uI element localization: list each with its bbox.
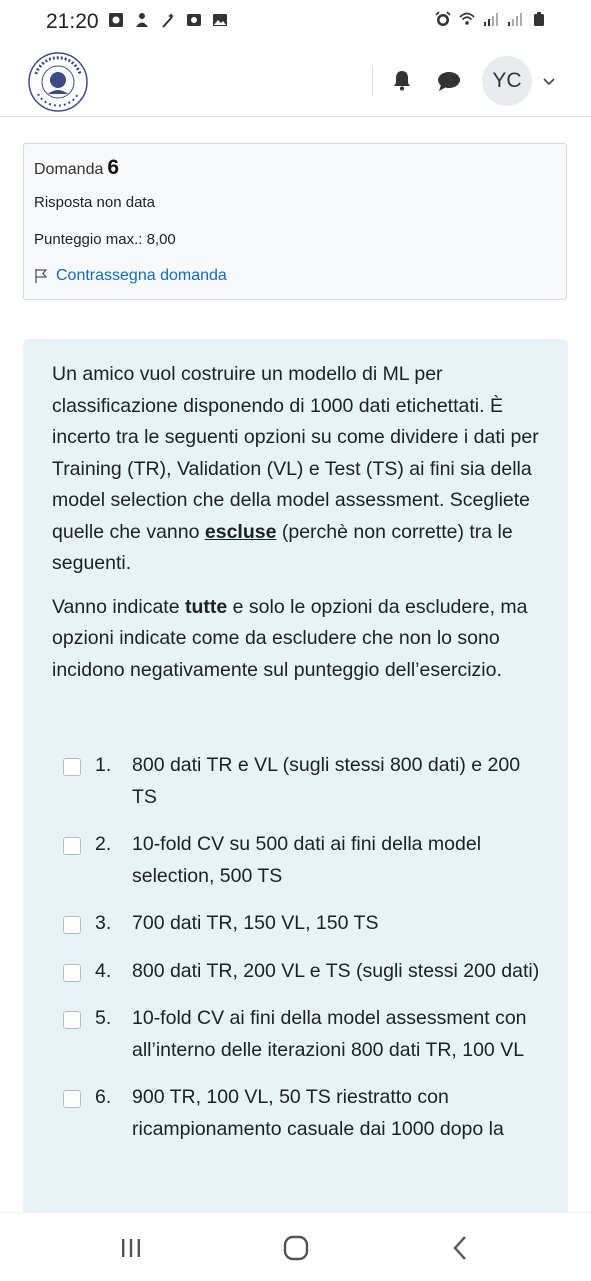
status-bar [0, 0, 591, 44]
question-note-tail: e solo le opzioni da escludere, ma opzioni indicate come da escludere che non lo sono incidono negativamente sul punteggio dell’esercizio. [52, 595, 528, 681]
answer-number: 6. [95, 1086, 112, 1108]
magic-wand-icon [160, 12, 176, 28]
home-icon[interactable] [281, 1233, 311, 1263]
question-label: Domanda [34, 161, 104, 178]
bell-icon[interactable] [390, 68, 414, 92]
back-icon[interactable] [446, 1233, 476, 1263]
answer-option-2[interactable] [63, 829, 553, 892]
wifi-icon [459, 11, 475, 27]
sim-card-icon [108, 12, 124, 28]
answer-number: 3. [95, 912, 112, 934]
hand-wash-icon [134, 12, 150, 28]
question-note-text: Vanno indicate [52, 595, 185, 618]
answer-option-5[interactable] [63, 1003, 553, 1066]
answer-text: 10-fold CV su 500 dati ai fini della model selection, 500 TS [132, 833, 482, 887]
question-title [34, 156, 119, 180]
question-state: Risposta non data [34, 194, 155, 211]
answer-checkbox[interactable] [63, 916, 81, 934]
answer-option-1[interactable] [63, 750, 553, 813]
alarm-icon [435, 11, 451, 27]
status-icons-left [108, 12, 228, 28]
answer-text: 900 TR, 100 VL, 50 TS riestratto con ricampionamento casuale dai 1000 dopo la [132, 1086, 504, 1140]
image-icon [212, 12, 228, 28]
question-number: 6 [107, 156, 120, 179]
navigation-bar [0, 1212, 591, 1281]
answer-option-4[interactable] [63, 956, 553, 988]
question-grade: Punteggio max.: 8,00 [34, 231, 176, 248]
answer-checkbox[interactable] [63, 758, 81, 776]
status-icons-right [435, 11, 547, 27]
answer-number: 2. [95, 833, 112, 855]
question-content [23, 339, 568, 1219]
answer-number: 1. [95, 754, 112, 776]
university-seal-icon[interactable] [26, 50, 90, 114]
answer-text: 800 dati TR e VL (sugli stessi 800 dati) e 200 TS [132, 754, 521, 808]
answer-checkbox[interactable] [63, 964, 81, 982]
question-intro-tail: (perchè non corrette) tra le seguenti. [52, 520, 513, 574]
emphasis-escluse: escluse [204, 520, 277, 543]
recent-apps-icon[interactable] [116, 1233, 146, 1263]
app-header [0, 44, 591, 117]
answer-text: 800 dati TR, 200 VL e TS (sugli stessi 200 dati) [132, 959, 540, 982]
battery-icon [531, 11, 547, 27]
question-intro-text: Un amico vuol costruire un modello di ML per classificazione disponendo di 1000 dati etichettati. È incerto tra le seguenti opzioni su come dividere i dati per Training (TR), Validation (VL) e Test (TS) ai fini sia della model selection che della model assessment. Scegliete quelle che vanno [52, 363, 539, 543]
question-note [52, 592, 552, 687]
answer-option-6[interactable] [63, 1082, 553, 1145]
chat-icon[interactable] [436, 69, 462, 93]
camera-icon [186, 12, 202, 28]
answer-text: 10-fold CV ai fini della model assessment con all’interno delle iterazioni 800 dati TR, 100 VL [132, 1007, 527, 1061]
question-info [23, 143, 567, 300]
flag-question-link[interactable] [34, 267, 227, 285]
signal-1-icon [483, 11, 499, 27]
signal-2-icon [507, 11, 523, 27]
avatar[interactable]: YC [482, 56, 532, 106]
answer-text: 700 dati TR, 150 VL, 150 TS [132, 912, 379, 934]
flag-icon [34, 268, 48, 284]
answer-checkbox[interactable] [63, 1011, 81, 1029]
answer-number: 4. [95, 959, 112, 982]
answer-checkbox[interactable] [63, 837, 81, 855]
chevron-down-icon[interactable] [542, 74, 556, 88]
question-intro [52, 359, 552, 580]
question-text [52, 359, 552, 698]
answer-list [63, 750, 553, 1161]
flag-question-label: Contrassegna domanda [56, 267, 227, 284]
emphasis-tutte: tutte [185, 595, 228, 618]
status-time: 21:20 [46, 10, 99, 33]
header-divider [372, 66, 373, 96]
answer-option-3[interactable] [63, 908, 553, 940]
answer-checkbox[interactable] [63, 1090, 81, 1108]
answer-number: 5. [95, 1007, 112, 1029]
